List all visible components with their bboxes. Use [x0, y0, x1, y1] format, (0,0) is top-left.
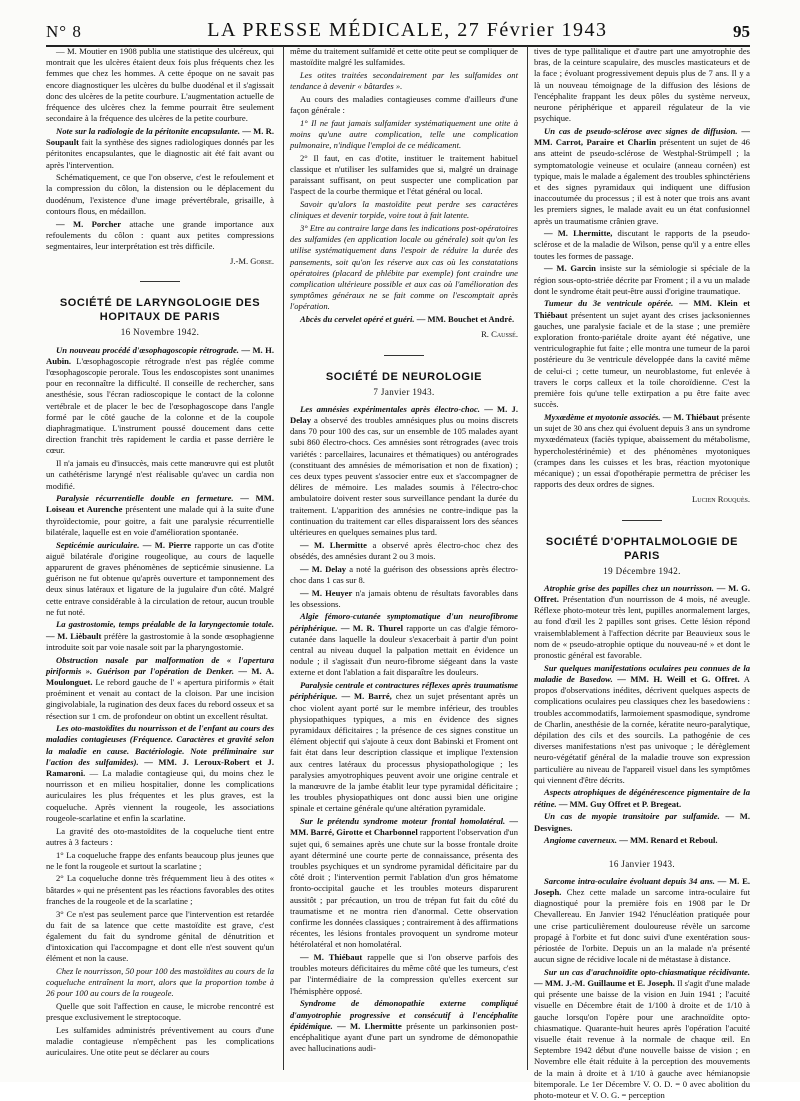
paragraph: Schématiquement, ce que l'on observe, c'est le refoulement et la compression du côlon, la distension ou le déplacement du duodénum, l'existence d'une image prévertébrale, grisaille, à contours flous, en médaillon. — [46, 172, 274, 216]
column-middle — [290, 46, 518, 1074]
article-entry: Paralysie centrale et contractures réflexes après traumatisme périphérique. — M. Barré, chez un sujet présentant après un choc violent ayant porté sur le membre inférieur, des troubles physiopathiques typiques, a mis en évidence des signes pyramidaux déficitaires ; la présence de ces signes constitue un élément objectif qui s'ajoute à ceux dont Babinski et Froment ont fait état dans leur description classique et implique l'extension aux centres latéraux du processus physiopathologique ; les paralysies amyotrophiques peuvent avoir une origine centrale et la manœuvre de la jambe établit leur type pyramidal déficitaire ; les troubles physiopathiques ont donc aussi bien une origine spinale et certaine générale qu'une altération pyramidale. — [290, 680, 518, 814]
paragraph: Chez le nourrisson, 50 pour 100 des mastoïdites au cours de la coqueluche entraînent la mort, alors que la proportion tombe à 26 pour 100 au cours de la rougeole. — [46, 966, 274, 999]
paragraph: Quelle que soit l'affection en cause, le microbe rencontré est presque exclusivement le streptocoque. — [46, 1001, 274, 1023]
article-entry: Septicémie auriculaire. — M. Pierre rapporte un cas d'otite aiguë bilatérale d'origine rougeolique, au cours de laquelle apparurent de graves phénomènes de septicémie sinusienne. La guérison ne fut obtenue qu'après ouverture et tamponnement des deux sinus latéraux et ligature de la jugulaire d'un côté. Malgré cette entrave considérable à la circulation de retour, aucun trouble ne fut noté. — [46, 539, 274, 617]
article-entry: — M. Porcher attache une grande importance aux refoulements du côlon : quant aux petites compressions segmentaires, leur interprétation est très difficile. — [46, 218, 275, 251]
article-entry: Note sur la radiologie de la péritonite encapsulante. — M. R. Soupault fait la synthèse des signes radiologiques donnés par les péritonites encapsulantes, que le diagnostic ait été fait avant ou après l'intervention. — [46, 125, 274, 170]
column-right — [534, 46, 751, 1101]
article-entry: — M. Delay a noté la guérison des obsessions après électro-choc dans 1 cas sur 8. — [290, 563, 519, 585]
page-header — [46, 8, 750, 47]
article-entry: — M. Lhermitte a observé après électro-choc chez des obsédés, des amnésies durant 2 ou 3 mois. — [290, 539, 519, 561]
article-entry: Un nouveau procédé d'œsophagoscopie rétrograde. — M. H. Aubin. L'œsophagoscopie rétrograde n'est pas réglée comme l'œsophagoscopie perorale. Tous les endoscopistes sont unanimes pour en reconnaître la difficulté. Il conseille de rechercher, sans anesthésie, sous l'écran radioscopique le contact de la colonne vertébrale et de placer le bec de l'œsophagoscope dans l'angle formé par le côté gauche de la colonne et de la coupole diaphragmatique. L'instrument poussé doucement dans cette direction franchit très rapidement le cardia et passe derrière le cœur. — [46, 344, 275, 456]
paragraph: 3° Etre au contraire large dans les indications post-opératoires des sulfamides (en application locale ou générale) soit qu'on les utilise systématiquement dans l'espoir de réduire la durée des pansements, soit qu'on les réserve aux cas où les constatations opératoires (placard de phlébite par exemple) font craindre une complication ultérieure possible et aux cas où l'amélioration des symptômes généraux ne se fait comme on l'escomptait après l'opération. — [290, 223, 518, 312]
paragraph: Les otites traitées secondairement par les sulfamides ont tendance à devenir « bâtardes ». — [290, 69, 518, 92]
article-entry: Tumeur du 3e ventricule opérée. — MM. Klein et Thiébaut présentent un sujet ayant des crises jacksoniennes gauches, une paralysie faciale et de la stase ; une première exploration fronto-pariétale droite ayant été négative, une ventriculographie fut faite ; elle montra une tumeur de la paroi postérieure du 3e ventricule développée dans la cavité même de celui-ci ; cette tumeur, un neuroblastome, fut enlevée à travers le corps calleux et la toile choroïdienne. C'est la première fois qu'une telle extirpation a pu être faite avec succès. — [534, 298, 751, 410]
article-entry: Les oto-mastoïdites du nourrisson et de l'enfant au cours des maladies contagieuses (Fréquence. Caractères et gravité selon la maladie en cause. Bactériologie. Note préliminaire sur l'action des sulfamides). — MM. J. Leroux-Robert et J. Ramaroni. — La maladie contagieuse qui, du moins chez le nourrisson et en milieu hospitalier, donne les complications auriculaires les plus fréquentes et les plus graves, est la coqueluche. Après viennent la rougeole, les associations rougeole-scarlatine et enfin la scarlatine. — [46, 723, 274, 823]
paragraph: Au cours des maladies contagieuses comme d'ailleurs d'une façon générale : — [290, 93, 518, 116]
society-heading: SOCIÉTÉ D'OPHTALMOLOGIE DE PARIS — [545, 535, 739, 562]
article-entry: — M. Thiébaut rappelle que si l'on observe parfois des troubles moteurs déficitaires du même côté que les tumeurs, c'est par l'intermédiaire de la compression qu'elles exercent sur l'hémisphère opposé. — [290, 952, 518, 996]
divider — [140, 281, 180, 282]
society-heading: SOCIÉTÉ DE LARYNGOLOGIE DES HOPITAUX DE PARIS — [59, 297, 261, 324]
session-date: 16 Janvier 1943. — [608, 858, 676, 869]
paragraph: La gravité des oto-mastoïdites de la coqueluche tient entre autres à 3 facteurs : — [46, 825, 274, 847]
article-entry: Obstruction nasale par malformation de « l'apertura piriformis ». Guérison par l'opération de Denker. — M. A. Moulonguet. Le rebord gauche de l' « apertura piriformis » était proéminent et venait au contact de la cloison. Par une incision gingivolabiale, la rugination des deux faces du rebord osseux et sa résection sur 1 cm. de profondeur on obtint un excellent résultat. — [46, 654, 274, 721]
article-entry: Abcès du cervelet opéré et guéri. — MM. Bouchet et André. — [300, 314, 515, 325]
paragraph: 2° La coqueluche donne très fréquemment lieu à des otites « bâtardes » qui ne présentent pas les réactions favorables des otites franches de la rougeole et de la scarlatine ; — [46, 873, 274, 906]
article-entry: — M. Garcin insiste sur la sémiologie si spéciale de la région sous-opto-striée décrite par Froment ; il a vu un malade dont le syndrome était peut-être aussi d'origine traumatique. — [534, 263, 751, 296]
paragraph: 1° Il ne faut jamais sulfamider systématiquement une otite à moins qu'une autre complication, telle une complication pulmonaire, n'indique l'emploi de ce médicament. — [290, 117, 518, 151]
article-entry: Algie fémoro-cutanée symptomatique d'un neurofibrome périphérique. — M. R. Thurel rapporte un cas d'algie fémoro-cutanée dans laquelle la douleur s'exacerbait à partir d'un point central au niveau duquel la palpation mettait en évidence un nodule ; il s'agissait d'un neuro-fibrome siégeant dans la vaste externe et dont l'ablation a fait disparaître les douleurs. — [290, 611, 519, 678]
article-entry: Sur le prétendu syndrome moteur frontal homolatéral. — MM. Barré, Girotte et Charbonnel rapportent l'observation d'un sujet qui, 6 semaines après une chute sur la bosse frontale droite ayant déterminé une courte perte de connaissance, présenta des troubles psychiques et un syndrome pyramidal déficitaire par du côté droit ; l'intervention permit l'ablation d'un gros hématome fronto-occipital gauche et les troubles moteurs disparurent aussitôt ; par précaution, un trou de trépan fut fait du côté du traumatisme et ne montra rien d'anormal. Cette observation confirme les données classiques ; contrairement à des affirmations récentes, les lésions frontales provoquent un syndrome moteur hétérolatéral et non homolatéral. — [290, 816, 519, 950]
article-entry: Les amnésies expérimentales après électro-choc. — M. J. Delay a observé des troubles amnésiques plus ou moins discrets dans 70 pour 100 des cas, sur un ensemble de 105 malades ayant subi 860 électro-chocs. Ces amnésies sont rétrogrades (avec trois variétés : parcellaires, lacunaires et thématiques) ou antérogrades (constituant des amnésies de mémorisation et non de fixation) ; ces deux types peuvent s'associer entre eux et s'accompagner de délires de mémoire. Les malades soumis à l'électro-choc ambulatoire doivent rester sous surveillance pendant la durée du traitement. L'apparition des amnésies ne contre-indique pas la continuation du traitement car elles disparaissent lors des séances ultérieures en quelques semaines plus tard. — [290, 403, 518, 538]
column-left — [46, 46, 274, 1074]
article-entry: — M. Lhermitte, discutant le rapports de la pseudo-sclérose et de la maladie de Wilson, pense qu'il y a entre elles toutes les formes de passage. — [534, 228, 750, 261]
session-date: 19 Décembre 1942. — [603, 565, 681, 576]
session-date: 7 Janvier 1943. — [373, 386, 435, 397]
article-entry: Syndrome de démonopathie externe compliqué d'amyotrophie progressive et consécutif à l'encéphalite épidémique. — M. Lhermitte présente un parkinsonien post-encéphalitique ayant d'une part un syndrome de démonopathie avec hallucinations audi- — [290, 998, 519, 1054]
journal-title: LA PRESSE MÉDICALE, 27 Février 1943 — [207, 19, 608, 41]
signature: Lucien Rouquès. — [692, 494, 750, 505]
column-rule-1 — [283, 46, 284, 1070]
article-entry: Angiome caverneux. — MM. Renard et Reboul. — [544, 835, 718, 846]
article-entry: — M. Heuyer n'a jamais obtenu de résultats favorables dans les obsessions. — [290, 587, 518, 609]
article-entry: Atrophie grise des papilles chez un nourrisson. — M. G. Offret. Présentation d'un nourrisson de 4 mois, né aveugle. Réflexe photo-moteur très lent, pupilles anormalement larges, au fond d'œil les 2 papilles sont grises. Cette lésion répond vraisemblablement à l'affection décrite par Beauvieux sous le nom de « pseudo-atrophie optique du nouveau-né » et dont le pronostic général est favorable. — [534, 582, 750, 661]
session-date: 16 Novembre 1942. — [120, 327, 200, 338]
article-entry: La gastrostomie, temps préalable de la laryngectomie totale. — M. Lièbault préfère la gastrostomie à la sonde œsophagienne introduite soit par voie nasale soit par la pharyngostomie. — [46, 619, 274, 652]
article-entry: Un cas de myopie transitoire par sulfamide. — M. Desvignes. — [534, 811, 750, 833]
paragraph: tives de type pallitalique et d'autre part une amyotrophie des bras, de la ceinture scapulaire, des muscles masticateurs et de la face ; évoluant progressivement depuis plus de 7 ans. Il y a là un nouveau témoignage de la diffusion des lésions de l'encéphalite frappant les deux pôles du système nerveux, neurone périphérique et appareil régulateur de la vie psychique. — [534, 46, 750, 124]
paragraph: 3° Ce n'est pas seulement parce que l'intervention est retardée du fait de sa latence que cette mastoïdite est grave, c'est également du fait du syndrome génital de dénutrition et d'intoxication qui l'accompagne et dont elle n'est souvent qu'un élément et non la cause. — [46, 908, 274, 964]
paragraph: Savoir qu'alors la mastoïdite peut perdre ses caractères cliniques et devenir torpide, voire tout à fait latente. — [290, 199, 518, 221]
column-rule-2 — [527, 46, 528, 1070]
article-entry: Sur quelques manifestations oculaires peu connues de la maladie de Basedow. — MM. H. Weill et G. Offret. A propos d'observations inédites, décrivent quelques aspects de complications oculaires peu classiques chez les basedowiens : troubles accommodatifs, larmoiement spasmodique, syndrome de Charlin, anesthésie de la cornée, kératite neuro-paralytique, dépilation des cils et des sourcils. La pathogénie de ces diverses manifestations n'est pas univoque ; le dérèglement neuro-végétatif général de la maladie trouve son expression particulière au niveau de l'appareil visuel dans les symptômes qui viennent d'être décrits. — [534, 662, 750, 785]
signature: J.-M. Gorse. — [230, 256, 274, 267]
paragraph: même du traitement sulfamidé et cette otite peut se compliquer de mastoïdite malgré les sulfamides. — [290, 46, 518, 68]
article-entry: Paralysie récurrentielle double en fermeture. — MM. Loiseau et Aurenche présentent une malade qui à la suite d'une thyroïdectomie, pour goitre, a fait une paralysie récurrentielle bilatérale, laquelle est en voie d'amélioration spontanée. — [46, 493, 275, 537]
divider — [384, 355, 424, 356]
society-heading: SOCIÉTÉ DE NEUROLOGIE — [325, 370, 483, 383]
article-entry: Un cas de pseudo-sclérose avec signes de diffusion. — MM. Carrot, Paraire et Charlin présentent un sujet de 46 ans atteint de pseudo-sclérose de Westphal-Strümpell ; la symptomatologie veineuse et oculaire (anneau cornéen) est typique, mais le malade a également des troubles sphinctériens et des signes pyramidaux qui indiquent une diffusion inaccoutumée du processus ; il est à noter que trois ans avant les premiers signes, le malade avait eu un état confusionnel après un traumatisme crânien grave. — [534, 125, 750, 226]
signature: R. Caussé. — [481, 329, 518, 340]
paragraph: Les sulfamides administrés préventivement au cours d'une maladie contagieuse n'empêchent pas les complications auriculaires. Une otite peut se déclarer au cours — [46, 1025, 274, 1058]
paragraph: 1° La coqueluche frappe des enfants beaucoup plus jeunes que ne le font la rougeole et surtout la scarlatine ; — [46, 849, 274, 871]
paragraph: Il n'a jamais eu d'insuccès, mais cette manœuvre qui est plutôt un cathétérisme laryngé n'est réalisable qu'avec un cardia non modifié. — [46, 458, 274, 491]
divider — [622, 520, 662, 521]
issue-number: N° 8 — [46, 22, 82, 41]
article-entry: Aspects atrophiques de dégénérescence pigmentaire de la rétine. — MM. Guy Offret et P. Bregeat. — [534, 787, 750, 809]
paragraph: 2° Il faut, en cas d'otite, instituer le traitement habituel classique et n'utiliser les sulfamides que si, malgré un drainage paraissant suffisant, on peut suspecter une complication par l'aspect de la courbe thermique et l'état général ou local. — [290, 152, 518, 197]
paragraph: — M. Moutier en 1908 publia une statistique des ulcéreux, qui montrait que les ulcères étaient deux fois plus fréquents chez les femmes que chez les hommes. A cette époque on ne savait pas encore diagnostiquer les ulcères du bulbe duodénal et il s'agissait donc des ulcères de la petite courbure. L'augmentation actuelle de fréquence des ulcères chez la femme pourrait être seulement secondaire à la fréquence des ulcères de la petite courbure. — [46, 46, 274, 124]
page-number: 95 — [732, 22, 750, 41]
article-entry: Myxœdème et myotonie associés. — M. Thiébaut présente un sujet de 30 ans chez qui évoluent depuis 3 ans un syndrome myxœdémateux (faciès typique, abaissement du métabolisme, hypercholestérinémie) et des phénomènes myotoniques (crampes dans les cuisses et les bras, réaction myotonique mécanique) ; un essai d'opothérapie permettra de préciser les rapports des deux ordres de signes. — [534, 412, 750, 490]
article-entry: Sur un cas d'arachnoïdite opto-chiasmatique récidivante. — MM. J.-M. Guillaume et E. Joseph. Il s'agit d'une malade qui présente une baisse de la vision en Juin 1941 ; l'acuité visuelle en Décembre était de 1/100 à droite et de 1/10 à gauche lorsqu'on l'opère pour une arachnoïdite opto-chiasmatique. Quarante-huit heures après l'opération l'acuité visuelle était revenue à la normale de chaque œil. En Septembre 1942 début d'une nouvelle baisse de vision ; en Novembre elle était réduite à la perception des mouvements de la main à droite et à 1/10 à gauche avec hémianopsie bitemporale. Le 1er Décembre V. O. D. = 0 avec abolition du photo-moteur et V. O. G. = perception — [534, 966, 750, 1101]
article-entry: Sarcome intra-oculaire évoluant depuis 34 ans. — M. E. Joseph. Chez cette malade un sarcome intra-oculaire fut diagnostiqué pour la première fois en 1908 par le Dr Chevallereau. En Janvier 1942 l'énucléation pratiquée pour une crise particulièrement douloureuse révèle un sarcome propagé à l'orbite et fut donc suivi d'une exentération sous-périostée de l'orbite. Depuis un an la malade n'a présenté aucun signe de récidive locale ni de métastase à distance. — [534, 875, 751, 965]
